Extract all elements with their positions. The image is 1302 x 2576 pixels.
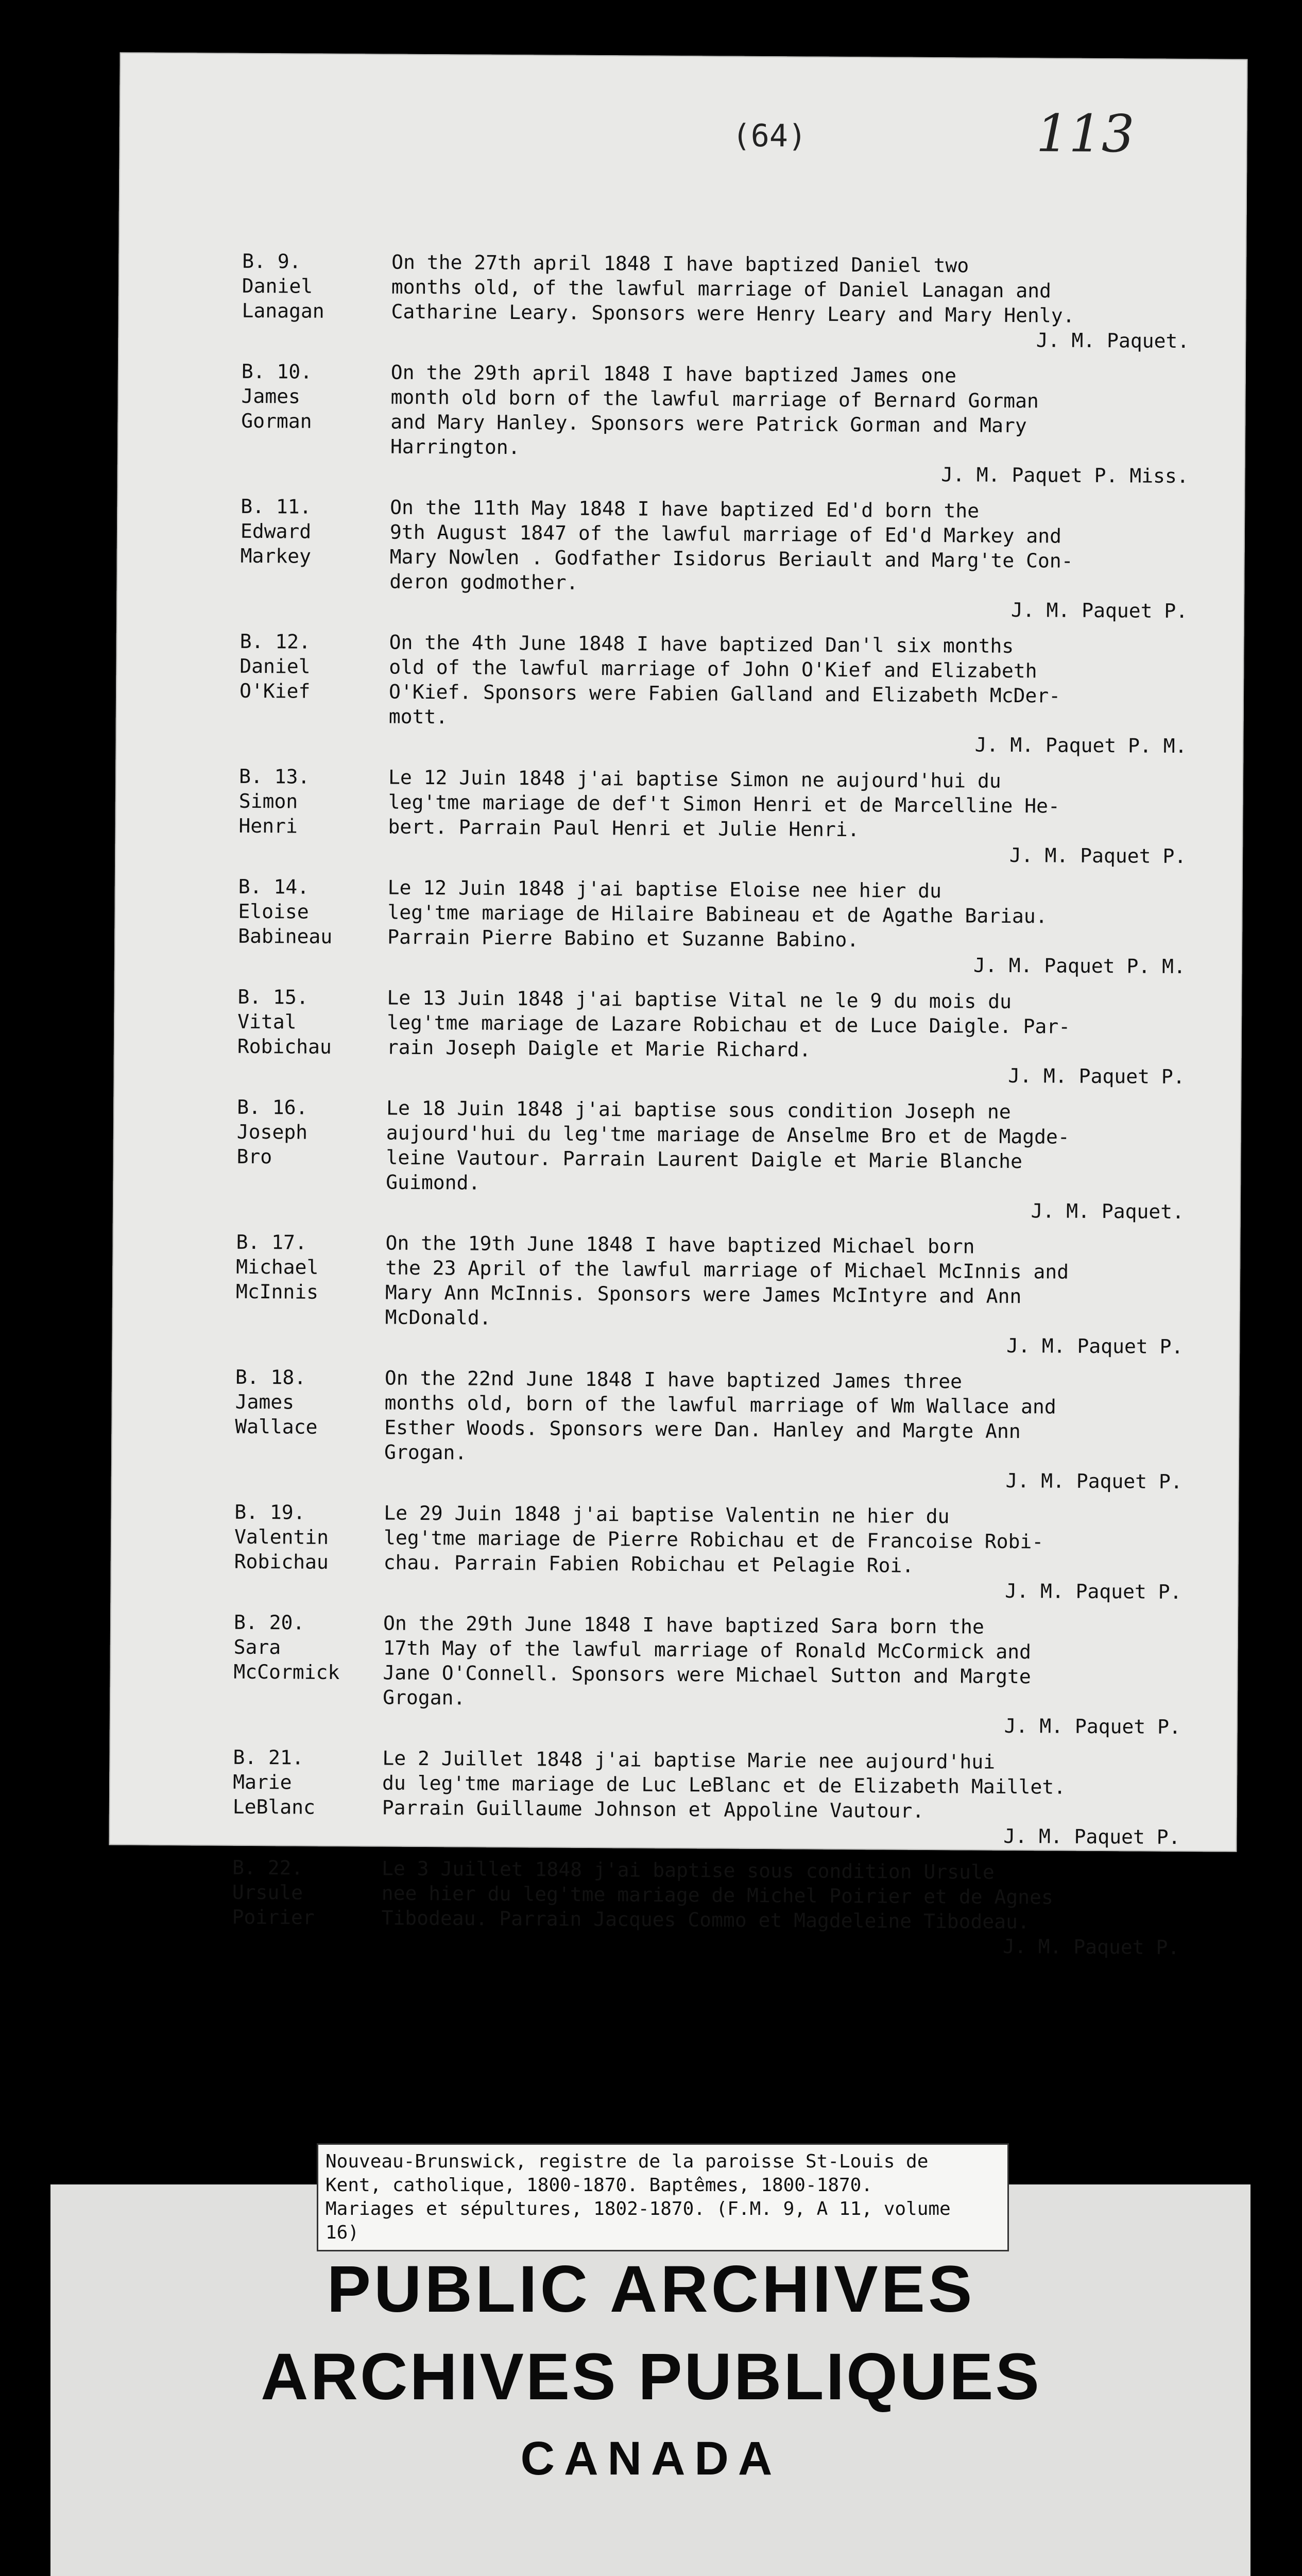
- entry-margin-label: B. 22. Ursule Poirier: [232, 1856, 315, 1929]
- entry-margin-label: B. 10. James Gorman: [241, 360, 313, 433]
- page-reference: (64): [732, 117, 807, 155]
- entry-margin-label: B. 15. Vital Robichau: [237, 985, 332, 1058]
- baptism-entry: [232, 1745, 1242, 1850]
- baptism-entry: [232, 1855, 1242, 1960]
- baptism-entry: [238, 874, 1248, 979]
- entry-margin-label: B. 12. Daniel O'Kief: [239, 630, 311, 703]
- entry-text: On the 27th april 1848 I have baptized Daniel two months old, of the lawful marriage of Daniel Lanagan and Catharine Leary. Sponsors were Henry Leary and Mary Henly.: [391, 250, 1075, 327]
- baptism-entry: [239, 629, 1249, 759]
- entry-signature: J. M. Paquet P.: [1002, 1935, 1180, 1959]
- register-page: [109, 52, 1247, 1959]
- entry-text: On the 4th June 1848 I have baptized Dan'l six months old of the lawful marriage of John O'Kief and Elizabeth O'Kief. Sponsors were Fabien Galland and Elizabeth McDer- mott.: [388, 631, 1061, 728]
- archives-title-en: PUBLIC ARCHIVES: [327, 2252, 975, 2326]
- entry-signature: J. M. Paquet P.: [1005, 1469, 1183, 1493]
- entry-signature: J. M. Paquet P.: [1003, 1824, 1180, 1849]
- baptism-entry: [241, 359, 1251, 489]
- entry-signature: J. M. Paquet.: [1031, 1199, 1185, 1224]
- baptism-entry: [236, 1095, 1246, 1225]
- entry-signature: J. M. Paquet P. M.: [974, 733, 1187, 758]
- baptism-entry: [242, 249, 1252, 354]
- entry-text: On the 29th June 1848 I have baptized Sara born the 17th May of the lawful marriage of Ronald McCormick and Jane O'Connell. Sponsors were Michael Sutton and Margte Grogan.: [383, 1612, 1032, 1709]
- entry-signature: J. M. Paquet P.: [1005, 1579, 1182, 1603]
- entry-margin-label: B. 16. Joseph Bro: [236, 1095, 308, 1168]
- entry-margin-label: B. 14. Eloise Babineau: [238, 875, 333, 948]
- entry-text: On the 19th June 1848 I have baptized Michael born the 23 April of the lawful marriage of Michael McInnis and Mary Ann McInnis. Sponsors were James McIntyre and Ann McDonald.: [385, 1231, 1069, 1329]
- entry-signature: J. M. Paquet P. Miss.: [941, 463, 1189, 488]
- entry-margin-label: B. 19. Valentin Robichau: [234, 1500, 329, 1573]
- entry-margin-label: B. 13. Simon Henri: [238, 765, 310, 838]
- entry-margin-label: B. 17. Michael McInnis: [235, 1230, 319, 1303]
- entry-text: On the 29th april 1848 I have baptized James one month old born of the lawful marriage of Bernard Gorman and Mary Hanley. Sponsors were Patrick Gorman and Mary Harrington.: [390, 361, 1039, 459]
- entry-text: Le 18 Juin 1848 j'ai baptise sous condition Joseph ne aujourd'hui du leg'tme mariage de Anselme Bro et de Magde- leine Vautour. Parrain Laurent Daigle et Marie Blanche Guimond.: [386, 1096, 1070, 1194]
- baptism-entry: [235, 1230, 1245, 1360]
- archives-country: CANADA: [520, 2432, 782, 2485]
- baptism-entries: [232, 249, 1252, 1972]
- entry-signature: J. M. Paquet P.: [1009, 843, 1187, 868]
- archives-title-fr: ARCHIVES PUBLIQUES: [261, 2340, 1041, 2414]
- baptism-entry: [235, 1365, 1245, 1495]
- entry-text: Le 2 Juillet 1848 j'ai baptise Marie nee aujourd'hui du leg'tme mariage de Luc LeBlanc et de Elizabeth Maillet. Parrain Guillaume Johnson et Appoline Vautour.: [382, 1747, 1066, 1822]
- entry-signature: J. M. Paquet P. M.: [973, 954, 1186, 978]
- entry-signature: J. M. Paquet P.: [1004, 1714, 1181, 1738]
- entry-text: On the 11th May 1848 I have baptized Ed'd born the 9th August 1847 of the lawful marriage of Ed'd Markey and Mary Nowlen . Godfather Isidorus Beriault and Marg'te Con- deron godmother.: [389, 496, 1073, 594]
- entry-text: Le 13 Juin 1848 j'ai baptise Vital ne le 9 du mois du leg'tme mariage de Lazare Robichau et de Luce Daigle. Par- rain Joseph Daigle et Marie Richard.: [386, 986, 1071, 1061]
- baptism-entry: [238, 764, 1248, 869]
- entry-signature: J. M. Paquet P.: [1010, 598, 1188, 623]
- entry-text: Le 12 Juin 1848 j'ai baptise Eloise nee hier du leg'tme mariage de Hilaire Babineau et de Agathe Bariau. Parrain Pierre Babino et Suzanne Babino.: [387, 876, 1048, 952]
- entry-margin-label: B. 20. Sara McCormick: [233, 1611, 340, 1684]
- entry-margin-label: B. 18. James Wallace: [235, 1365, 318, 1438]
- citation-slip: Nouveau-Brunswick, registre de la paroisse St-Louis de Kent, catholique, 1800-1870. Baptêmes, 1800-1870. Mariages et sépultures, 1802-1870. (F.M. 9, A 11, volume 16): [317, 2143, 1009, 2251]
- entry-text: On the 22nd June 1848 I have baptized James three months old, born of the lawful marriage of Wm Wallace and Esther Woods. Sponsors were Dan. Hanley and Margte Ann Grogan.: [384, 1366, 1056, 1464]
- baptism-entry: [234, 1500, 1244, 1605]
- folio-number: 113: [1036, 103, 1135, 164]
- entry-text: Le 29 Juin 1848 j'ai baptise Valentin ne hier du leg'tme mariage de Pierre Robichau et de Francoise Robi- chau. Parrain Fabien Robichau et Pelagie Roi.: [383, 1501, 1044, 1577]
- entry-margin-label: B. 9. Daniel Lanagan: [242, 249, 324, 323]
- entry-margin-label: B. 11. Edward Markey: [240, 495, 312, 568]
- entry-signature: J. M. Paquet P.: [1006, 1334, 1184, 1359]
- entry-text: Le 3 Juillet 1848 j'ai baptise sous condition Ursule nee hier du leg'tme mariage de Michel Poirier et de Agnes Tibodeau. Parrain Jacques Commo et Magdeleine Tibodeau.: [381, 1857, 1053, 1934]
- entry-signature: J. M. Paquet.: [1036, 329, 1190, 353]
- entry-signature: J. M. Paquet P.: [1008, 1064, 1185, 1089]
- baptism-entry: [233, 1610, 1243, 1740]
- baptism-entry: [240, 494, 1250, 624]
- entry-text: Le 12 Juin 1848 j'ai baptise Simon ne aujourd'hui du leg'tme mariage de def't Simon Henri et de Marcelline He- bert. Parrain Paul Henri et Julie Henri.: [388, 766, 1060, 841]
- entry-margin-label: B. 21. Marie LeBlanc: [232, 1745, 316, 1819]
- baptism-entry: [237, 985, 1247, 1090]
